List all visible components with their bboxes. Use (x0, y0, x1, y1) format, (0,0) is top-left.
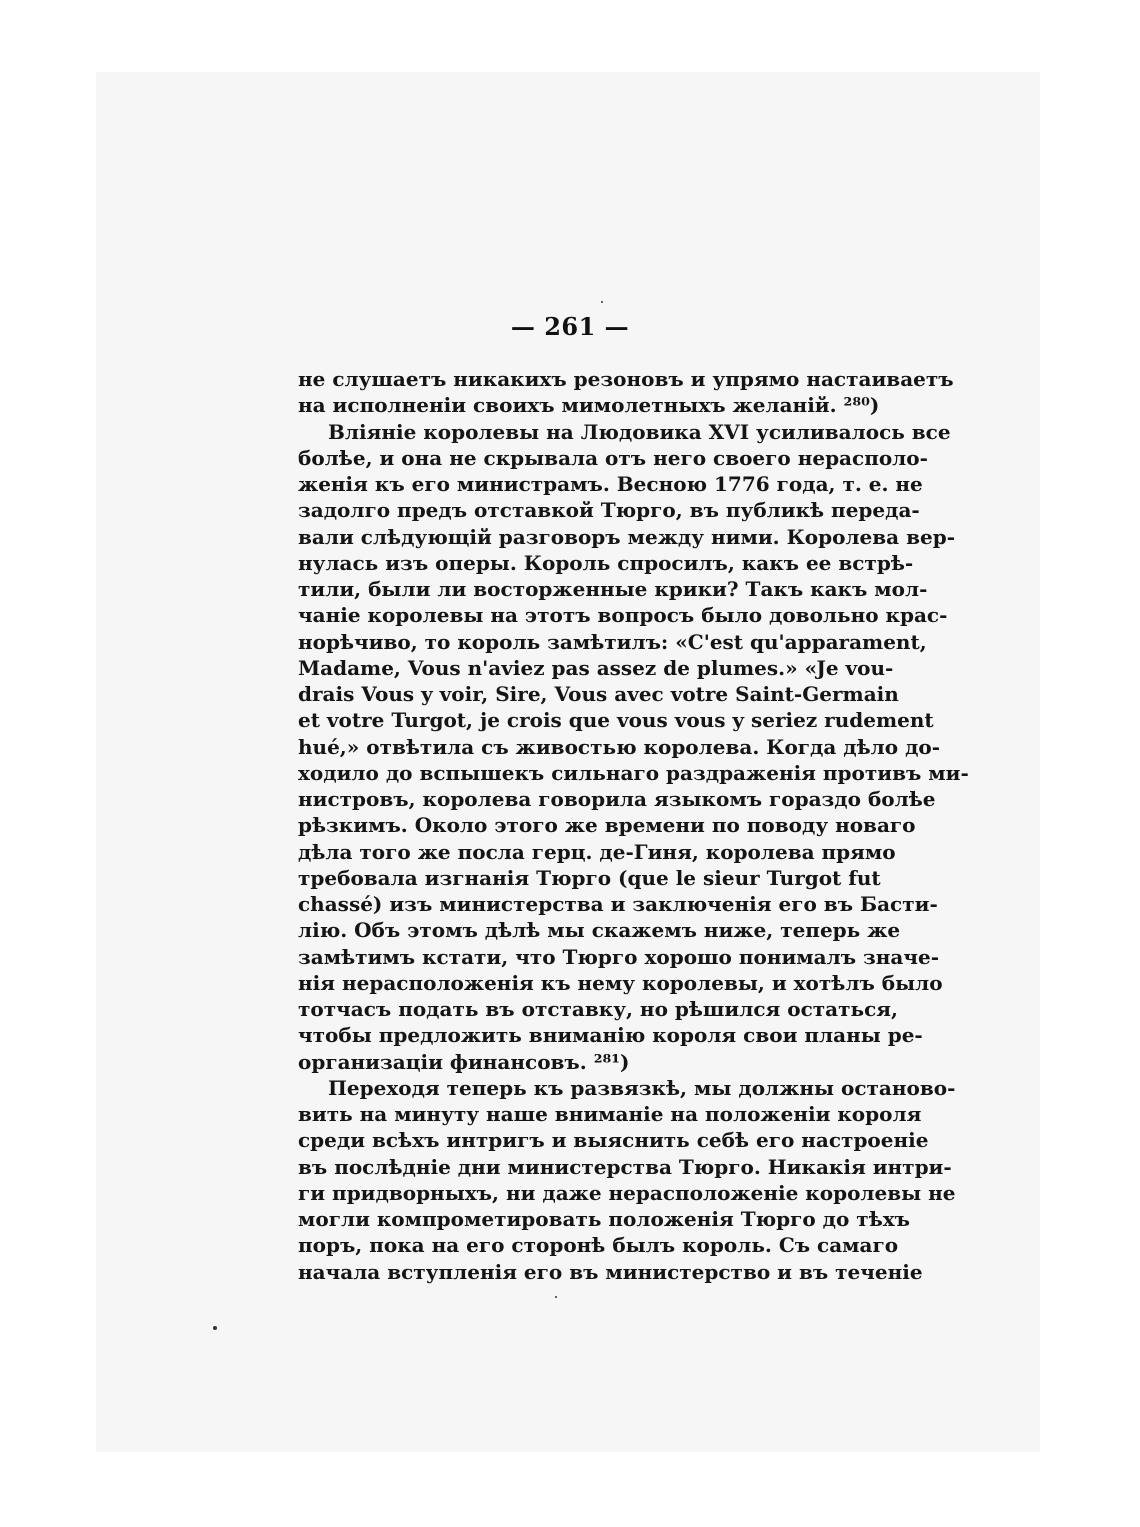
text-line: чаніе королевы на этотъ вопросъ было довольно крас- (298, 603, 948, 628)
text-line: чтобы предложить вниманію короля свои планы ре- (298, 1023, 923, 1048)
text-line: организаціи финансовъ. ²⁸¹) (298, 1049, 630, 1074)
text-line: вали слѣдующій разговоръ между ними. Королева вер- (298, 524, 956, 549)
text-line: поръ, пока на его сторонѣ былъ король. Съ самаго (298, 1233, 899, 1258)
page-number: — 261 — (510, 312, 630, 341)
text-line: ги придворныхъ, ни даже нерасположеніе королевы не (298, 1180, 956, 1205)
text-line: вить на минуту наше вниманіе на положеніи короля (298, 1102, 922, 1126)
text-line: болѣе, и она не скрывала отъ него своего нерасполо- (298, 445, 928, 470)
text-line: рѣзкимъ. Около этого же времени по поводу новаго (298, 813, 916, 838)
text-line: drais Vous y voir, Sire, Vous avec votre Saint-Germain (298, 682, 899, 706)
text-line: задолго предъ отставкой Тюрго, въ публикѣ переда- (298, 498, 920, 523)
text-line: нія нерасположенія къ нему королевы, и хотѣлъ было (298, 970, 943, 995)
text-line: Переходя теперь къ развязкѣ, мы должны останово- (328, 1075, 956, 1100)
text-line: въ послѣдніе дни министерства Тюрго. Никакія интри- (298, 1154, 952, 1179)
text-line: нулась изъ оперы. Король спросилъ, какъ ее встрѣ- (298, 550, 914, 575)
text-line: на исполненіи своихъ мимолетныхъ желаній. ²⁸⁰) (298, 393, 880, 418)
text-line: тили, были ли восторженные крики? Такъ какъ мол- (298, 577, 928, 601)
text-line: дѣла того же посла герц. де-Гиня, королева прямо (298, 839, 896, 864)
text-line: требовала изгнанія Тюрго (que le sieur Turgot fut (298, 865, 881, 890)
text-line: могли компрометировать положенія Тюрго до тѣхъ (298, 1207, 911, 1231)
text-line: hué,» отвѣтила съ живостью королева. Когда дѣло до- (298, 734, 941, 759)
text-line: Madame, Vous n'aviez pas assez de plumes.» «Je vou- (298, 655, 894, 680)
text-line: et votre Turgot, je crois que vous vous y seriez rudement (298, 708, 934, 733)
body-text (298, 366, 969, 1285)
text-line: норѣчиво, то король замѣтилъ: «C'est qu'apparament, (298, 629, 927, 654)
scan-speck (601, 301, 603, 303)
text-line: тотчасъ подать въ отставку, но рѣшился остаться, (298, 997, 899, 1021)
text-line: женія къ его министрамъ. Весною 1776 года, т. е. не (298, 472, 923, 496)
text-line: замѣтимъ кстати, что Тюрго хорошо понималъ значе- (298, 944, 940, 969)
text-line: не слушаетъ никакихъ резоновъ и упрямо настаиваетъ (298, 367, 954, 391)
text-line: нистровъ, королева говорила языкомъ гораздо болѣе (298, 787, 936, 811)
text-line: лію. Объ этомъ дѣлѣ мы скажемъ ниже, теперь же (298, 918, 901, 943)
text-line: Вліяніе королевы на Людовика XVI усиливалось все (328, 419, 951, 444)
text-line: начала вступленія его въ министерство и въ теченіе (298, 1259, 923, 1284)
scan-speck (213, 1326, 217, 1330)
text-line: среди всѣхъ интригъ и выяснить себѣ его настроеніе (298, 1128, 929, 1153)
scan-speck (555, 1296, 557, 1298)
text-line: ходило до вспышекъ сильнаго раздраженія противъ ми- (298, 760, 969, 785)
text-line: chassé) изъ министерства и заключенія его въ Басти- (298, 892, 938, 916)
